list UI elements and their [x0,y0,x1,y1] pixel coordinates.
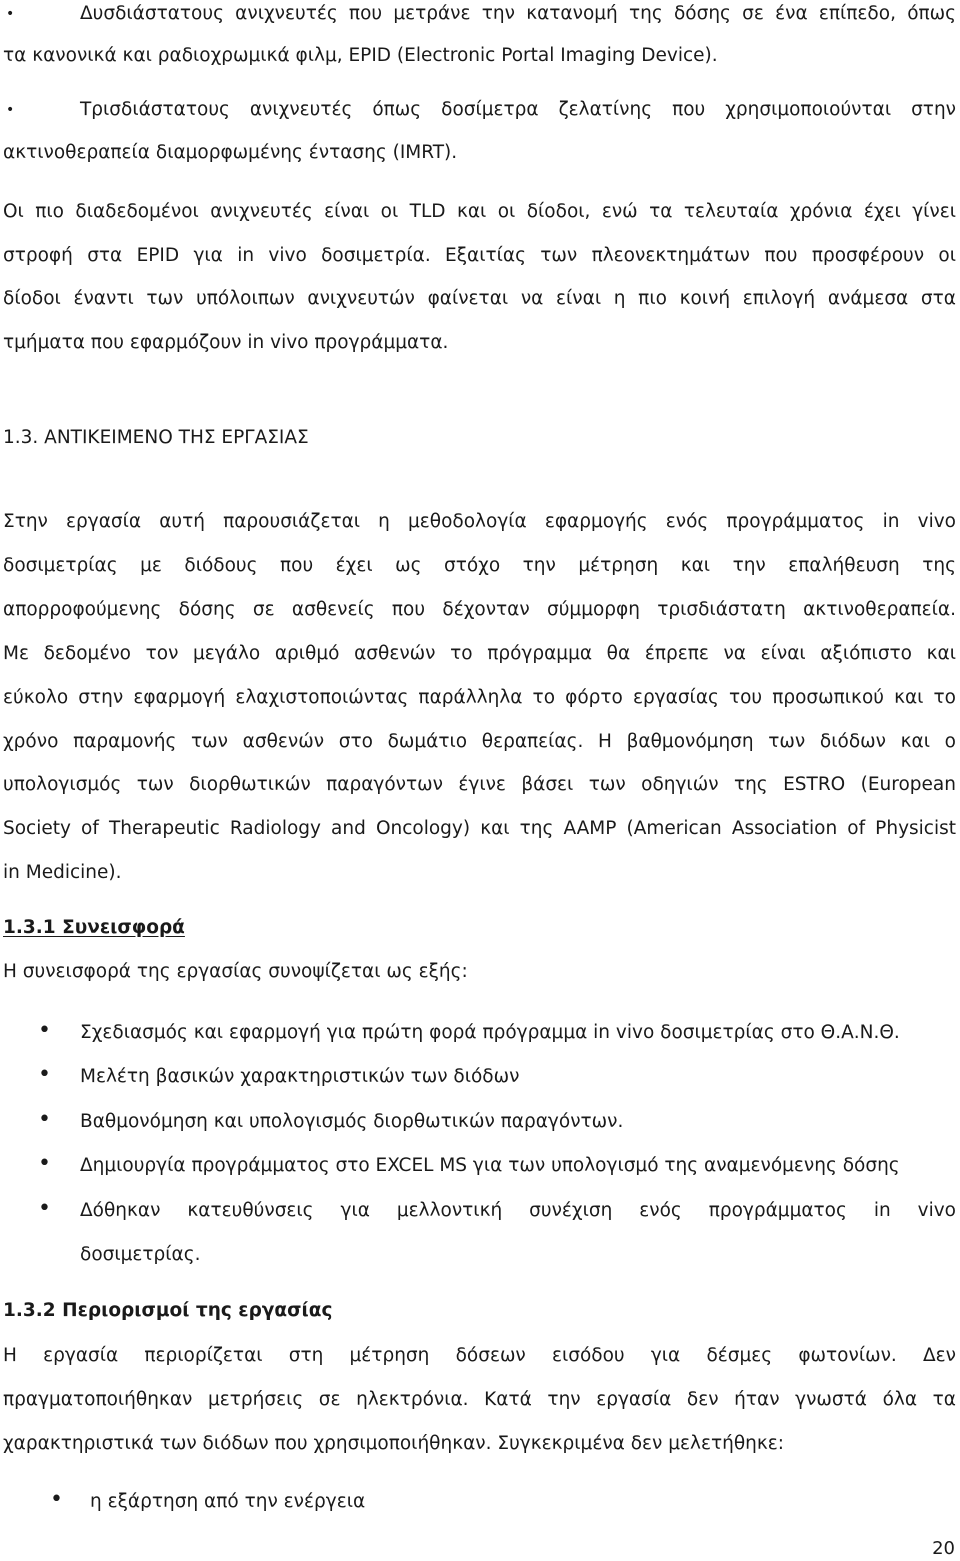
bullet-text: Δόθηκαν κατευθύνσεις για μελλοντική συνέχιση ενός προγράμματος in vivo [80,1200,956,1221]
bullet-marker: • [6,102,15,118]
subsection-heading: 1.3.2 Περιορισμοί της εργασίας [3,1300,333,1321]
bullet-text-cont: δοσιμετρίας. [80,1244,201,1265]
paragraph-line: χρόνο παραμονής των ασθενών στο δωμάτιο θεραπείας. Η βαθμονόμηση των διόδων και ο [3,731,956,752]
paragraph-line: Στην εργασία αυτή παρουσιάζεται η μεθοδολογία εφαρμογής ενός προγράμματος in vivo [3,511,956,532]
bullet-text: Σχεδιασμός και εφαρμογή για πρώτη φορά πρόγραμμα in vivo δοσιμετρίας στο Θ.Α.Ν.Θ. [80,1022,900,1043]
paragraph-line: δοσιμετρίας με διόδους που έχει ως στόχο την μέτρηση και την επαλήθευση της [3,555,956,576]
paragraph-line: χαρακτηριστικά των διόδων που χρησιμοποιήθηκαν. Συγκεκριμένα δεν μελετήθηκε: [3,1433,785,1454]
paragraph-line: πραγματοποιήθηκαν μετρήσεις σε ηλεκτρόνια. Κατά την εργασία δεν ήταν γνωστά όλα τα [3,1389,956,1410]
paragraph-line: Η συνεισφορά της εργασίας συνοψίζεται ως εξής: [3,961,468,982]
paragraph-line: υπολογισμός των διορθωτικών παραγόντων έγινε βάσει των οδηγιών της ESTRO (European [3,774,956,795]
page-number: 20 [932,1538,955,1559]
bullet-marker: • [50,1487,63,1512]
subsection-heading: 1.3.1 Συνεισφορά [3,917,185,938]
paragraph-line: Society of Therapeutic Radiology and Oncology) και της AAMP (American Association of Physicist [3,818,956,839]
bullet-text: Δυσδιάστατους ανιχνευτές που μετράνε την κατανομή της δόσης σε ένα επίπεδο, όπως [80,3,956,24]
paragraph-line: τμήματα που εφαρμόζουν in vivo προγράμματα. [3,332,449,353]
paragraph-line: δίοδοι έναντι των υπόλοιπων ανιχνευτών φαίνεται να είναι η πιο κοινή επιλογή ανάμεσα στα [3,288,956,309]
paragraph-line: in Medicine). [3,862,122,883]
paragraph-line: απορροφούμενης δόσης σε ασθενείς που δέχονταν σύμμορφη τρισδιάστατη ακτινοθεραπεία. [3,599,956,620]
bullet-text-cont: τα κανονικά και ραδιοχρωμικά φιλμ, EPID (Electronic Portal Imaging Device). [3,45,718,66]
bullet-marker: • [38,1151,51,1176]
bullet-marker: • [38,1107,51,1132]
bullet-marker: • [6,6,15,22]
bullet-text-cont: ακτινοθεραπεία διαμορφωμένης έντασης (IMRT). [3,142,458,163]
bullet-marker: • [38,1018,51,1043]
bullet-text: Μελέτη βασικών χαρακτηριστικών των διόδων [80,1066,520,1087]
paragraph-line: στροφή στα EPID για in vivo δοσιμετρία. Εξαιτίας των πλεονεκτημάτων που προσφέρουν οι [3,245,956,266]
paragraph-line: εύκολο στην εφαρμογή ελαχιστοποιώντας παράλληλα το φόρτο εργασίας του προσωπικού και το [3,687,956,708]
bullet-text: Βαθμονόμηση και υπολογισμός διορθωτικών παραγόντων. [80,1111,624,1132]
paragraph-line: Η εργασία περιορίζεται στη μέτρηση δόσεων εισόδου για δέσμες φωτονίων. Δεν [3,1345,956,1366]
paragraph-line: Οι πιο διαδεδομένοι ανιχνευτές είναι οι TLD και οι δίοδοι, ενώ τα τελευταία χρόνια έχει γίνει [3,201,956,222]
bullet-text: η εξάρτηση από την ενέργεια [90,1491,366,1512]
paragraph-line: Με δεδομένο τον μεγάλο αριθμό ασθενών το πρόγραμμα θα έπρεπε να είναι αξιόπιστο και [3,643,956,664]
bullet-marker: • [38,1062,51,1087]
bullet-marker: • [38,1196,51,1221]
bullet-text: Δημιουργία προγράμματος στο EXCEL MS για των υπολογισμό της αναμενόμενης δόσης [80,1155,900,1176]
bullet-text: Τρισδιάστατους ανιχνευτές όπως δοσίμετρα ζελατίνης που χρησιμοποιούνται στην [80,99,956,120]
section-heading: 1.3. ΑΝΤΙΚΕΙΜΕΝΟ ΤΗΣ ΕΡΓΑΣΙΑΣ [3,427,309,448]
